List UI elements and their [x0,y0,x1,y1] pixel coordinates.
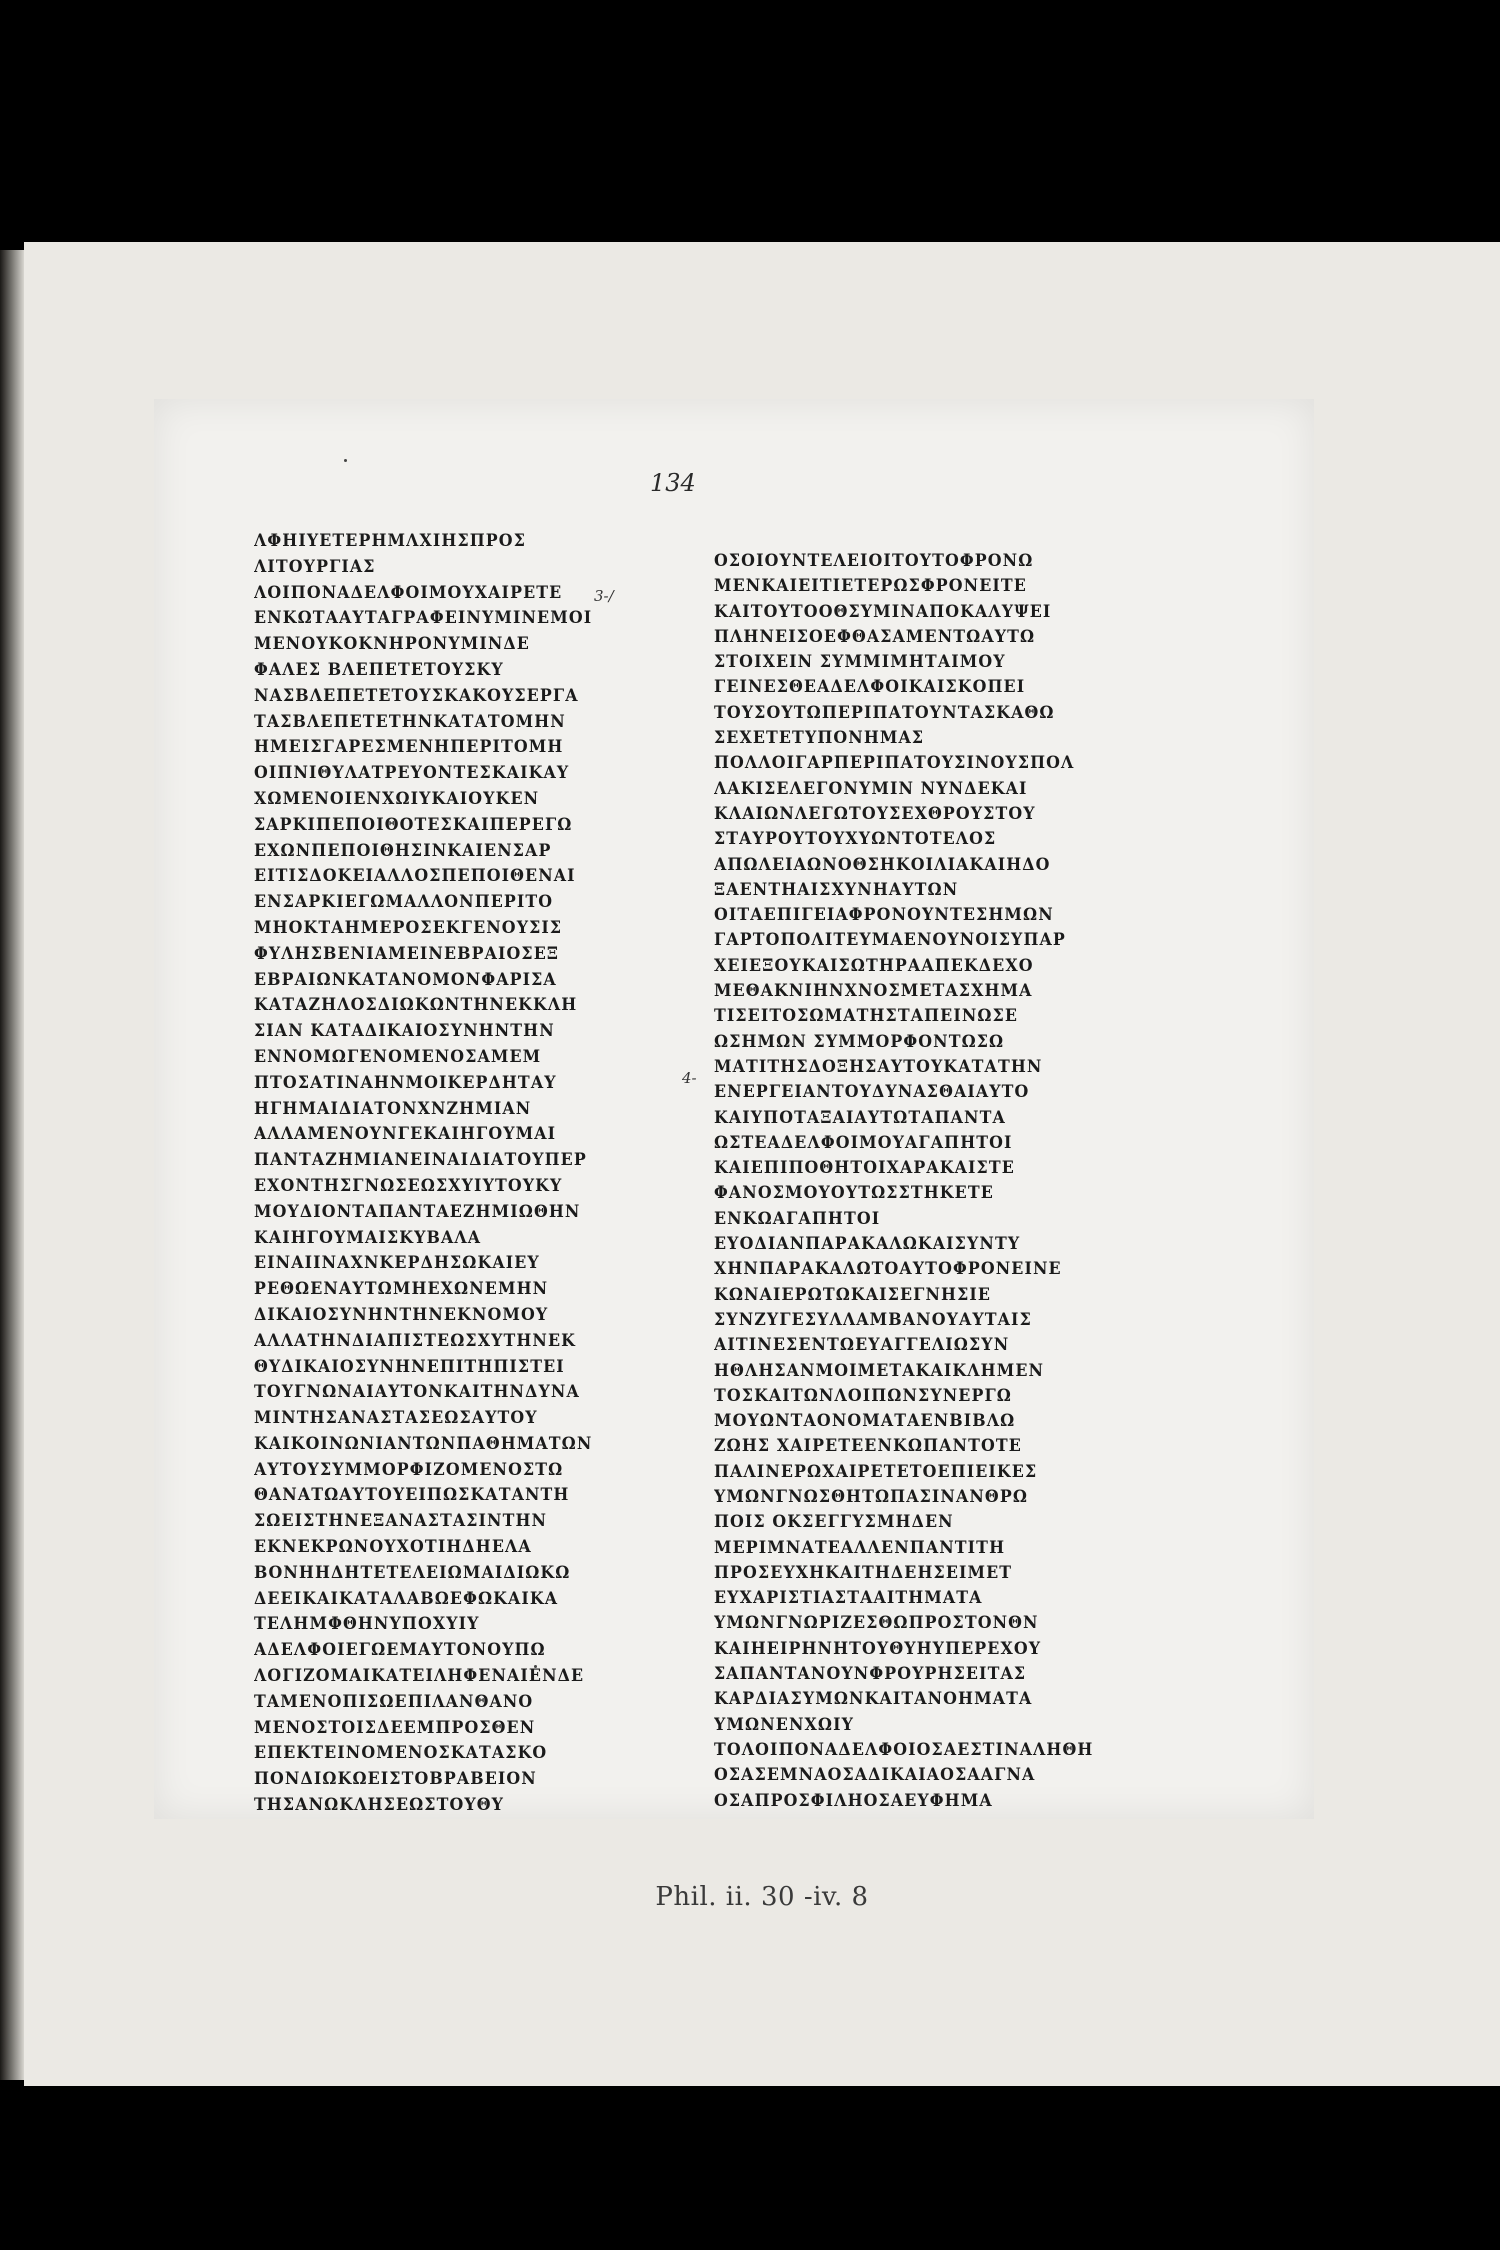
manuscript-line: ΥΜΩΝΕΝΧΩΙΥ [714,1714,855,1735]
left-text-column [254,529,724,1819]
manuscript-line: ΒΟΝΗΗΔΗΤΕΤΕΛΕΙΩΜΑΙΔΙΩΚΩ [254,1562,571,1583]
manuscript-line: ΦΥΛΗΣΒΕΝΙΑΜΕΙΝΕΒΡΑΙΟΣΕΞ [254,943,560,964]
manuscript-line: ΜΕΘΑΚΝΙΗΝΧΝΟΣΜΕΤΑΣΧΗΜΑ [714,981,1033,1002]
manuscript-line: ΑΛΛΑΜΕΝΟΥΝΓΕΚΑΙΗΓΟΥΜΑΙ [254,1124,557,1145]
manuscript-line: ΣΥΝΖΥΓΕΣΥΛΛΑΜΒΑΝΟΥΑΥΤΑΙΣ [714,1309,1032,1330]
manuscript-line: ΠΑΛΙΝΕΡΩΧΑΙΡΕΤΕΤΟΕΠΙΕΙΚΕΣ [714,1461,1038,1482]
manuscript-line: ΑΥΤΟΥΣΥΜΜΟΡΦΙΖΟΜΕΝΟΣΤΩ [254,1459,564,1480]
manuscript-line: ΜΕΝΟΣΤΟΙΣΔΕΕΜΠΡΟΣΘΕΝ [254,1717,536,1738]
manuscript-line: ΕΥΧΑΡΙΣΤΙΑΣΤΑΑΙΤΗΜΑΤΑ [714,1588,983,1609]
manuscript-line: ΑΙΤΙΝΕΣΕΝΤΩΕΥΑΓΓΕΛΙΩΣΥΝ [714,1335,1010,1356]
margin-note-left: 3-/ [594,587,614,605]
manuscript-line: ΑΠΩΛΕΙΑΩΝΟΘΣΗΚΟΙΛΙΑΚΑΙΗΔΟ [714,854,1051,875]
manuscript-line: ΝΑΣΒΛΕΠΕΤΕΤΟΥΣΚΑΚΟΥΣΕΡΓΑ [254,685,579,706]
manuscript-line: ΗΓΗΜΑΙΔΙΑΤΟΝΧΝΖΗΜΙΑΝ [254,1098,532,1119]
manuscript-line: ΛΑΚΙΣΕΛΕΓΟΝΥΜΙΝ ΝΥΝΔΕΚΑΙ [714,778,1028,799]
manuscript-line: ΦΑΝΟΣΜΟΥΟΥΤΩΣΣΤΗΚΕΤΕ [714,1183,994,1204]
manuscript-line: ΕΝΕΡΓΕΙΑΝΤΟΥΔΥΝΑΣΘΑΙΑΥΤΟ [714,1082,1030,1103]
manuscript-line: ΣΤΟΙΧΕΙΝ ΣΥΜΜΙΜΗΤΑΙΜΟΥ [714,652,1006,673]
plate-caption: Phil. ii. 30 -iv. 8 [655,1882,869,1912]
manuscript-line: ΩΣΗΜΩΝ ΣΥΜΜΟΡΦΟΝΤΩΣΩ [714,1031,1005,1052]
manuscript-line: ΤΕΛΗΜΦΘΗΝΥΠΟΧΥΙΥ [254,1614,480,1635]
manuscript-line: ΠΟΝΔΙΩΚΩΕΙΣΤΟΒΡΑΒΕΙΟΝ [254,1769,537,1790]
manuscript-line: ΚΑΡΔΙΑΣΥΜΩΝΚΑΙΤΑΝΟΗΜΑΤΑ [714,1689,1033,1710]
manuscript-line: ΑΛΛΑΤΗΝΔΙΑΠΙΣΤΕΩΣΧΥΤΗΝΕΚ [254,1330,577,1351]
manuscript-line: ΟΣΑΣΕΜΝΑΟΣΑΔΙΚΑΙΑΟΣΑΑΓΝΑ [714,1765,1036,1786]
manuscript-line: ΕΒΡΑΙΩΝΚΑΤΑΝΟΜΟΝΦΑΡΙΣΑ [254,969,557,990]
manuscript-line: ΕΚΝΕΚΡΩΝΟΥΧΟΤΙΗΔΗΕΛΑ [254,1537,532,1558]
manuscript-line: ΛΟΓΙΖΟΜΑΙΚΑΤΕΙΛΗΦΕΝΑΙΕΝΔΕ [254,1666,585,1687]
manuscript-line: ΗΘΛΗΣΑΝΜΟΙΜΕΤΑΚΑΙΚΛΗΜΕΝ [714,1360,1045,1381]
manuscript-line: ΣΕΧΕΤΕΤΥΠΟΝΗΜΑΣ [714,728,925,749]
manuscript-line: ΜΙΝΤΗΣΑΝΑΣΤΑΣΕΩΣΑΥΤΟΥ [254,1408,538,1429]
manuscript-line: ΚΑΙΥΠΟΤΑΞΑΙΑΥΤΩΤΑΠΑΝΤΑ [714,1107,1006,1128]
manuscript-line: ΠΡΟΣΕΥΧΗΚΑΙΤΗΔΕΗΣΕΙΜΕΤ [714,1562,1013,1583]
manuscript-line: ΚΑΙΕΠΙΠΟΘΗΤΟΙΧΑΡΑΚΑΙΣΤΕ [714,1158,1015,1179]
manuscript-line: ΟΣΑΠΡΟΣΦΙΛΗΟΣΑΕΥΦΗΜΑ [714,1790,993,1811]
manuscript-line: ΠΟΙΣ ΟΚΣΕΓΓΥΣΜΗΔΕΝ [714,1512,954,1533]
manuscript-line: ΠΛΗΝΕΙΣΟΕΦΘΑΣΑΜΕΝΤΩΑΥΤΩ [714,626,1036,647]
manuscript-line: ΡΕΘΩΕΝΑΥΤΩΜΗΕΧΩΝΕΜΗΝ [254,1279,549,1300]
manuscript-line: ΤΑΜΕΝΟΠΙΣΩΕΠΙΛΑΝΘΑΝΟ [254,1691,534,1712]
manuscript-line: ΓΕΙΝΕΣΘΕΑΔΕΛΦΟΙΚΑΙΣΚΟΠΕΙ [714,677,1026,698]
manuscript-line: ΣΑΡΚΙΠΕΠΟΙΘΟΤΕΣΚΑΙΠΕΡΕΓΩ [254,814,573,835]
manuscript-line: ΜΕΝΚΑΙΕΙΤΙΕΤΕΡΩΣΦΡΟΝΕΙΤΕ [714,576,1027,597]
manuscript-line: ΣΩΕΙΣΤΗΝΕΞΑΝΑΣΤΑΣΙΝΤΗΝ [254,1511,548,1532]
book-page [24,242,1500,2086]
manuscript-line: ΟΣΟΙΟΥΝΤΕΛΕΙΟΙΤΟΥΤΟΦΡΟΝΩ [714,551,1034,571]
manuscript-line: ΖΩΗΣ ΧΑΙΡΕΤΕΕΝΚΩΠΑΝΤΟΤΕ [714,1436,1022,1457]
manuscript-line: ΑΔΕΛΦΟΙΕΓΩΕΜΑΥΤΟΝΟΥΠΩ [254,1640,546,1661]
manuscript-line: ΠΑΝΤΑΖΗΜΙΑΝΕΙΝΑΙΔΙΑΤΟΥΠΕΡ [254,1150,587,1171]
manuscript-line: ΔΕΕΙΚΑΙΚΑΤΑΛΑΒΩΕΦΩΚΑΙΚΑ [254,1588,559,1609]
manuscript-line: ΤΟΣΚΑΙΤΩΝΛΟΙΠΩΝΣΥΝΕΡΓΩ [714,1385,1013,1406]
manuscript-line: ΕΝΣΑΡΚΙΕΓΩΜΑΛΛΟΝΠΕΡΙΤΟ [254,892,554,913]
manuscript-line: ΜΕΡΙΜΝΑΤΕΑΛΛΕΝΠΑΝΤΙΤΗ [714,1537,1006,1558]
manuscript-line: ΗΜΕΙΣΓΑΡΕΣΜΕΝΗΠΕΡΙΤΟΜΗ [254,737,564,758]
manuscript-line: ΧΕΙΕΞΟΥΚΑΙΣΩΤΗΡΑΑΠΕΚΔΕΧΟ [714,955,1034,976]
manuscript-line: ΧΗΝΠΑΡΑΚΑΛΩΤΟΑΥΤΟΦΡΟΝΕΙΝΕ [714,1259,1062,1280]
manuscript-line: ΤΑΣΒΛΕΠΕΤΕΤΗΝΚΑΤΑΤΟΜΗΝ [254,711,566,732]
manuscript-line: ΕΙΤΙΣΔΟΚΕΙΑΛΛΟΣΠΕΠΟΙΘΕΝΑΙ [254,866,576,887]
page-edge [0,250,24,2080]
manuscript-line: ΚΛΑΙΩΝΛΕΓΩΤΟΥΣΕΧΘΡΟΥΣΤΟΥ [714,803,1036,824]
manuscript-line: ΣΑΠΑΝΤΑΝΟΥΝΦΡΟΥΡΗΣΕΙΤΑΣ [714,1664,1027,1685]
manuscript-plate [154,399,1314,1819]
manuscript-line: ΚΩΝΑΙΕΡΩΤΩΚΑΙΣΕΓΝΗΣΙΕ [714,1284,992,1305]
manuscript-line: ΥΜΩΝΓΝΩΡΙΖΕΣΘΩΠΡΟΣΤΟΝΘΝ [714,1613,1039,1634]
manuscript-line: ΘΥΔΙΚΑΙΟΣΥΝΗΝΕΠΙΤΗΠΙΣΤΕΙ [254,1356,565,1377]
right-text-column [714,549,1184,1814]
manuscript-line: ΕΝΚΩΤΑΑΥΤΑΓΡΑΦΕΙΝΥΜΙΝΕΜΟΙ [254,608,593,629]
manuscript-line: ΧΩΜΕΝΟΙΕΝΧΩΙΥΚΑΙΟΥΚΕΝ [254,788,540,809]
manuscript-line: ΜΑΤΙΤΗΣΔΟΞΗΣΑΥΤΟΥΚΑΤΑΤΗΝ [714,1056,1043,1077]
manuscript-line: ΤΟΛΟΙΠΟΝΑΔΕΛΦΟΙΟΣΑΕΣΤΙΝΑΛΗΘΗ [714,1739,1094,1760]
manuscript-line: ΕΝΚΩΑΓΑΠΗΤΟΙ [714,1208,881,1229]
manuscript-line: ΛΙΤΟΥΡΓΙΑΣ [254,556,376,577]
manuscript-line: ΕΧΩΝΠΕΠΟΙΘΗΣΙΝΚΑΙΕΝΣΑΡ [254,840,552,861]
manuscript-line: ΘΑΝΑΤΩΑΥΤΟΥΕΙΠΩΣΚΑΤΑΝΤΗ [254,1485,570,1506]
margin-note-right: 4- [682,1069,697,1087]
manuscript-line: ΠΤΟΣΑΤΙΝΑΗΝΜΟΙΚΕΡΔΗΤΑΥ [254,1072,557,1093]
manuscript-line: ΕΙΝΑΙΙΝΑΧΝΚΕΡΔΗΣΩΚΑΙΕΥ [254,1253,540,1274]
manuscript-line: ΚΑΤΑΖΗΛΟΣΔΙΩΚΩΝΤΗΝΕΚΚΛΗ [254,995,578,1016]
manuscript-line: ΜΟΥΩΝΤΑΟΝΟΜΑΤΑΕΝΒΙΒΛΩ [714,1411,1016,1432]
manuscript-line: ΛΦΗΙΥΕΤΕΡΗΜΛΧΙΗΣΠΡΟΣ [254,531,526,551]
manuscript-line: ΩΣΤΕΑΔΕΛΦΟΙΜΟΥΑΓΑΠΗΤΟΙ [714,1132,1013,1153]
manuscript-line: ΥΜΩΝΓΝΩΣΘΗΤΩΠΑΣΙΝΑΝΘΡΩ [714,1486,1029,1507]
manuscript-line: ΟΙΤΑΕΠΙΓΕΙΑΦΡΟΝΟΥΝΤΕΣΗΜΩΝ [714,905,1054,926]
manuscript-line: ΟΙΠΝΙΘΥΛΑΤΡΕΥΟΝΤΕΣΚΑΙΚΑΥ [254,763,570,784]
manuscript-line: ΚΑΙΚΟΙΝΩΝΙΑΝΤΩΝΠΑΘΗΜΑΤΩΝ [254,1433,593,1454]
manuscript-line: ΦΑΛΕΣ ΒΛΕΠΕΤΕΤΟΥΣΚΥ [254,659,504,680]
ink-speck [344,459,347,462]
manuscript-line: ΛΟΙΠΟΝΑΔΕΛΦΟΙΜΟΥΧΑΙΡΕΤΕ [254,582,563,603]
manuscript-line: ΣΙΑΝ ΚΑΤΑΔΙΚΑΙΟΣΥΝΗΝΤΗΝ [254,1021,555,1042]
manuscript-line: ΣΤΑΥΡΟΥΤΟΥΧΥΩΝΤΟΤΕΛΟΣ [714,829,997,850]
manuscript-line: ΚΑΙΤΟΥΤΟΟΘΣΥΜΙΝΑΠΟΚΑΛΥΨΕΙ [714,601,1052,622]
manuscript-line: ΤΗΣΑΝΩΚΛΗΣΕΩΣΤΟΥΘΥ [254,1795,505,1816]
manuscript-line: ΕΝΝΟΜΩΓΕΝΟΜΕΝΟΣΑΜΕΜ [254,1046,542,1067]
manuscript-line: ΤΙΣΕΙΤΟΣΩΜΑΤΗΣΤΑΠΕΙΝΩΣΕ [714,1006,1019,1027]
manuscript-line: ΕΧΟΝΤΗΣΓΝΩΣΕΩΣΧΥΙΥΤΟΥΚΥ [254,1175,563,1196]
manuscript-line: ΜΟΥΔΙΟΝΤΑΠΑΝΤΑΕΖΗΜΙΩΘΗΝ [254,1201,581,1222]
folio-number: 134 [650,469,696,497]
manuscript-line: ΤΟΥΓΝΩΝΑΙΑΥΤΟΝΚΑΙΤΗΝΔΥΝΑ [254,1382,580,1403]
manuscript-line: ΠΟΛΛΟΙΓΑΡΠΕΡΙΠΑΤΟΥΣΙΝΟΥΣΠΟΛ [714,753,1075,774]
manuscript-line: ΕΥΟΔΙΑΝΠΑΡΑΚΑΛΩΚΑΙΣΥΝΤΥ [714,1234,1021,1255]
manuscript-line: ΞΑΕΝΤΗΑΙΣΧΥΝΗΑΥΤΩΝ [714,879,959,900]
manuscript-line: ΕΠΕΚΤΕΙΝΟΜΕΝΟΣΚΑΤΑΣΚΟ [254,1743,548,1764]
manuscript-line: ΚΑΙΗΕΙΡΗΝΗΤΟΥΘΥΗΥΠΕΡΕΧΟΥ [714,1638,1042,1659]
manuscript-line: ΤΟΥΣΟΥΤΩΠΕΡΙΠΑΤΟΥΝΤΑΣΚΑΘΩ [714,702,1055,723]
manuscript-line: ΜΕΝΟΥΚΟΚΝΗΡΟΝΥΜΙΝΔΕ [254,634,530,655]
manuscript-line: ΜΗΟΚΤΑΗΜΕΡΟΣΕΚΓΕΝΟΥΣΙΣ [254,917,563,938]
manuscript-line: ΓΑΡΤΟΠΟΛΙΤΕΥΜΑΕΝΟΥΝΟΙΣΥΠΑΡ [714,930,1066,951]
manuscript-line: ΚΑΙΗΓΟΥΜΑΙΣΚΥΒΑΛΑ [254,1227,482,1248]
manuscript-line: ΔΙΚΑΙΟΣΥΝΗΝΤΗΝΕΚΝΟΜΟΥ [254,1304,549,1325]
